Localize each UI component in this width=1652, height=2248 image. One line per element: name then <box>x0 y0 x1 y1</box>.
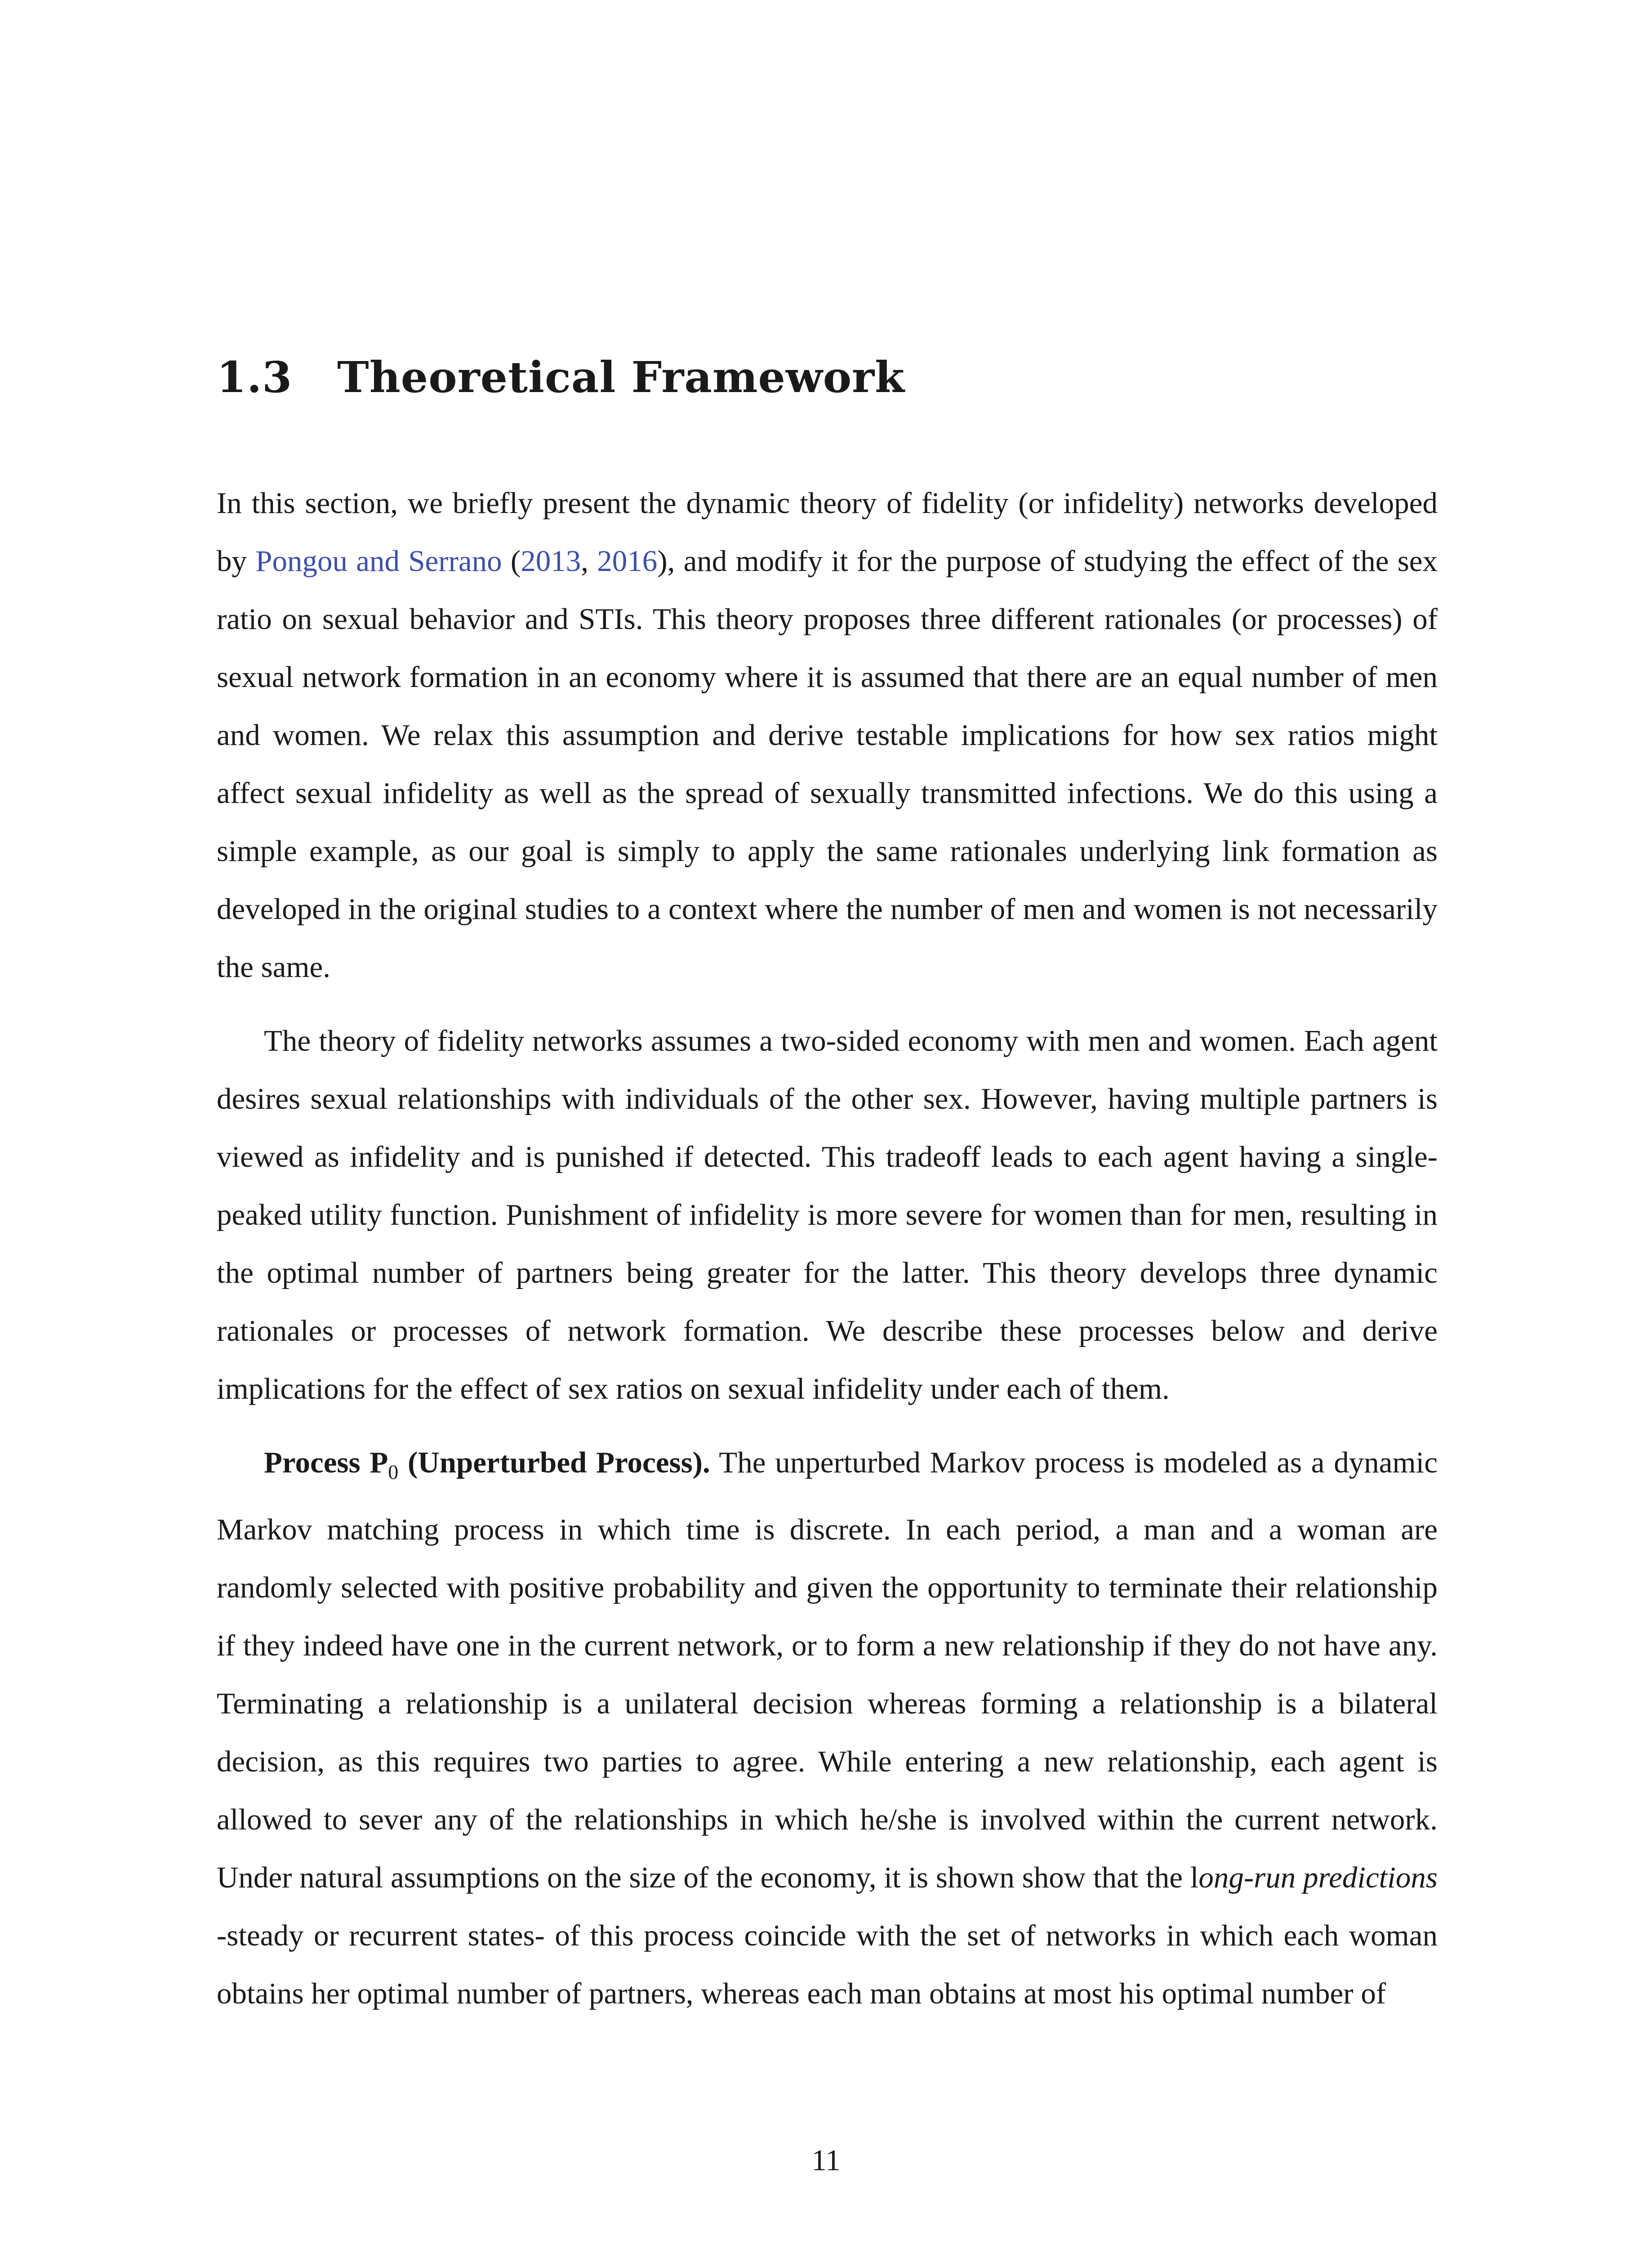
citation-year-link[interactable]: 2016 <box>597 544 658 578</box>
citation-paren: ) <box>657 544 668 578</box>
paragraph-text: In this section, we briefly present the dynamic theory of fidelity (or infidelity) networks developed by <box>217 486 1438 578</box>
section-heading <box>217 351 1438 405</box>
page-body <box>217 351 1438 2038</box>
paragraph-intro <box>217 474 1438 996</box>
paragraph-process-p0 <box>217 1434 1438 2023</box>
paragraph-fidelity-networks: The theory of fidelity networks assumes a two-sided economy with men and women. Each agent desires sexual relationships with individuals of the other sex. However, having multiple partners is viewed as infidelity and is punished if detected. This tradeoff leads to each agent having a single-peaked utility function. Punishment of infidelity is more severe for women than for men, resulting in the optimal number of partners being greater for the latter. This theory develops three dynamic rationales or processes of network formation. We describe these processes below and derive implications for the effect of sex ratios on sexual infidelity under each of them. <box>217 1024 1438 1405</box>
emphasis-text: ong-run predictions <box>1198 1861 1438 1895</box>
process-heading <box>264 1446 710 1484</box>
paragraph-text: -steady or recurrent states- of this process coincide with the set of networks in which each woman obtains her optimal number of partners, whereas each man obtains at most his optimal number of <box>217 1919 1438 2011</box>
process-name: (Unperturbed Process). <box>398 1446 710 1479</box>
paragraph-text: The unperturbed Markov process is modeled as a dynamic Markov matching process in which time is discrete. In each period, a man and a woman are randomly selected with positive probability and given the opportunity to terminate their relationship if they indeed have one in the current network, or to form a new relationship if they do not have any. Terminating a relationship is a unilateral decision whereas forming a relationship is a bilateral decision, as this requires two parties to agree. While entering a new relationship, each agent is allowed to sever any of the relationships in which he/she is involved within the current network. Under natural assumptions on the size of the economy, it is shown show that the l <box>217 1446 1438 1895</box>
section-number: 1.3 <box>217 352 293 402</box>
process-subscript: 0 <box>388 1460 399 1484</box>
citation-authors-link[interactable]: Pongou and Serrano <box>255 544 502 578</box>
process-label: Process P <box>264 1446 388 1479</box>
citation-paren: ( <box>502 544 521 578</box>
section-title: Theoretical Framework <box>337 352 905 402</box>
page-number: 11 <box>811 2144 841 2177</box>
citation-year-link[interactable]: 2013 <box>521 544 581 578</box>
citation-separator: , <box>581 544 597 578</box>
paragraph-text: , and modify it for the purpose of studying the effect of the sex ratio on sexual behavior and STIs. This theory proposes three different rationales (or processes) of sexual network formation in an economy where it is assumed that there are an equal number of men and women. We relax this assumption and derive testable implications for how sex ratios might affect sexual infidelity as well as the spread of sexually transmitted infections. We do this using a simple example, as our goal is simply to apply the same rationales underlying link formation as developed in the original studies to a context where the number of men and women is not necessarily the same. <box>217 544 1438 984</box>
